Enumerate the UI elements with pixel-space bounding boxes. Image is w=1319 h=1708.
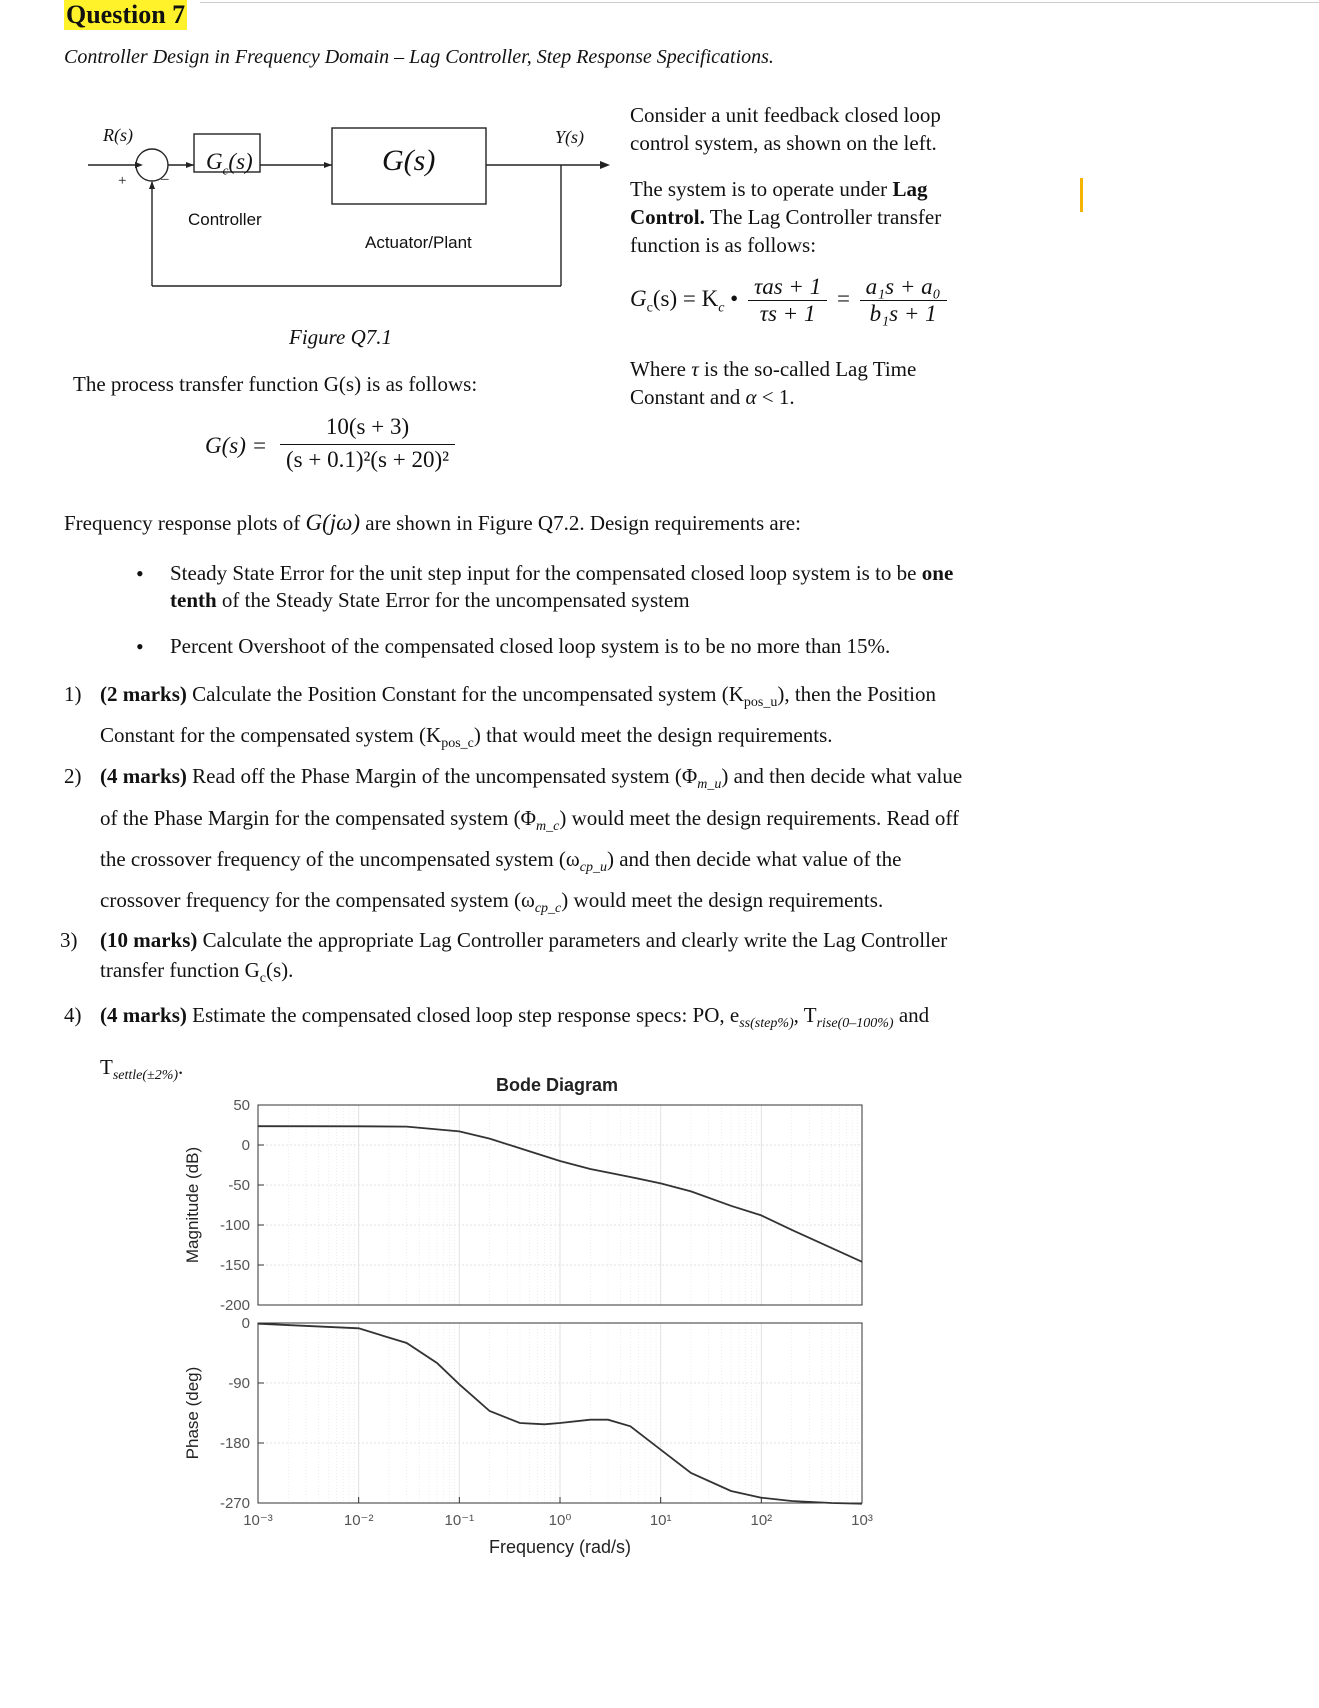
plus-sign: +	[118, 173, 127, 189]
y-tick-label: 0	[241, 1315, 250, 1332]
x-tick-label: 10²	[750, 1512, 773, 1529]
question-4: 4) (4 marks) Estimate the compensated closed loop step response specs: PO, $e_{ss(step\%)}$, $T_{rise(0-100\%)}$ and $T_{settle(\pm 2\%)}$.	[64, 1003, 930, 1083]
question-list	[0, 678, 980, 1097]
controller-caption: Controller	[188, 210, 262, 229]
x-tick-label: 10⁻¹	[444, 1512, 475, 1529]
subtitle: Controller Design in Frequency Domain – Lag Controller, Step Response Specifications.	[64, 46, 774, 68]
y-tick-label: 0	[241, 1137, 250, 1154]
requirement-steady-state: • Steady State Error for the unit step input for the compensated closed loop system is to be one tenth of the Steady State Error for the uncompensated system	[64, 560, 984, 614]
process-intro: The process transfer function G(s) is as follows:	[73, 372, 478, 396]
block-diagram	[80, 118, 620, 293]
x-axis-label: Frequency (rad/s)	[488, 1537, 632, 1557]
design-requirements	[64, 560, 984, 679]
text-cursor	[1080, 178, 1083, 212]
input-label: R(s)	[103, 125, 133, 145]
context-paragraph: Consider a unit feedback closed loop control system, as shown on the left.	[630, 103, 941, 155]
y-tick-label: -50	[228, 1177, 250, 1194]
y-tick-label: -150	[219, 1257, 250, 1274]
process-tf-numerator: 10(s + 3)	[280, 414, 455, 445]
question-1: 1) (2 marks) Calculate the Position Constant for the uncompensated system $(K_{pos\_u})$, then the Position Constant for the compensated system $(K_{pos\_c})$ that would meet the design requirements.	[64, 682, 937, 752]
x-tick-label: 10³	[851, 1512, 873, 1529]
magnitude-ylabel: Magnitude (dB)	[183, 1146, 202, 1264]
minus-sign: –	[161, 171, 169, 187]
controller-block-label: $G_c(s)$	[206, 149, 253, 178]
lag-control-paragraph: The system is to operate under Lag Control. The Lag Controller transfer function is as follows:	[630, 177, 942, 257]
x-tick-label: 10⁻³	[243, 1512, 273, 1529]
gc-numerator-1: τas + 1	[748, 274, 827, 301]
process-tf-denominator: (s + 0.1)²(s + 20)²	[286, 447, 450, 472]
top-rule	[200, 2, 1319, 3]
frequency-response-intro: Frequency response plots of G(jω) are shown in Figure Q7.2. Design requirements are:	[64, 510, 801, 535]
lag-controller-equation: $G_c(s) = K_c$ • $\frac{\text{τas + 1}}{\tau s + 1}$ = $\frac{\text{a₁s + a₀}}{\text{b₁s + 1}}$	[630, 274, 947, 327]
process-tf-lhs: G(s) =	[205, 433, 268, 458]
x-tick-label: 10⁰	[548, 1512, 572, 1529]
figure-caption: Figure Q7.1	[289, 325, 393, 349]
question-2: 2) (4 marks) Read off the Phase Margin of the uncompensated system $(\Phi_{m\_u})$ and then decide what value of the Phase Margin for the compensated system $(\Phi_{m\_c})$ would meet the design requirements. Read off the crossover frequency of the uncompensated system $(\omega_{cp\_u})$ and then decide what value of the crossover frequency for the compensated system $(\omega_{cp\_c})$ would meet the design requirements.	[64, 764, 963, 917]
phase-ylabel: Phase (deg)	[183, 1366, 202, 1460]
plant-caption: Actuator/Plant	[365, 233, 472, 252]
x-tick-label: 10⁻²	[343, 1512, 374, 1529]
y-tick-label: -100	[219, 1217, 250, 1234]
y-tick-label: -270	[219, 1495, 250, 1512]
gc-numerator-2: a₁s + a₀	[860, 274, 947, 301]
y-tick-label: -180	[219, 1435, 250, 1452]
chart-title: Bode Diagram	[495, 1075, 619, 1095]
gc-denominator-1: τs + 1	[759, 301, 816, 326]
question-title: Question 7	[66, 0, 186, 29]
plant-block-label: G(s)	[382, 144, 436, 177]
output-label: Y(s)	[555, 127, 585, 147]
y-tick-label: -90	[228, 1375, 250, 1392]
process-tf-fraction	[280, 414, 455, 473]
y-tick-label: -200	[219, 1297, 250, 1314]
bode-diagram	[170, 1065, 890, 1565]
question-3: 3) (10 marks) Calculate the appropriate Lag Controller parameters and clearly write the Lag Controller transfer function $G_c(s)$.	[60, 928, 948, 987]
y-tick-label: 50	[233, 1097, 250, 1114]
gc-denominator-2: b₁s + 1	[869, 301, 937, 326]
lag-time-constant-note: Where τ is the so-called Lag Time Constant and α < 1.	[630, 357, 917, 409]
requirement-overshoot: • Percent Overshoot of the compensated closed loop system is to be no more than 15%.	[64, 633, 984, 660]
x-tick-label: 10¹	[649, 1512, 672, 1529]
